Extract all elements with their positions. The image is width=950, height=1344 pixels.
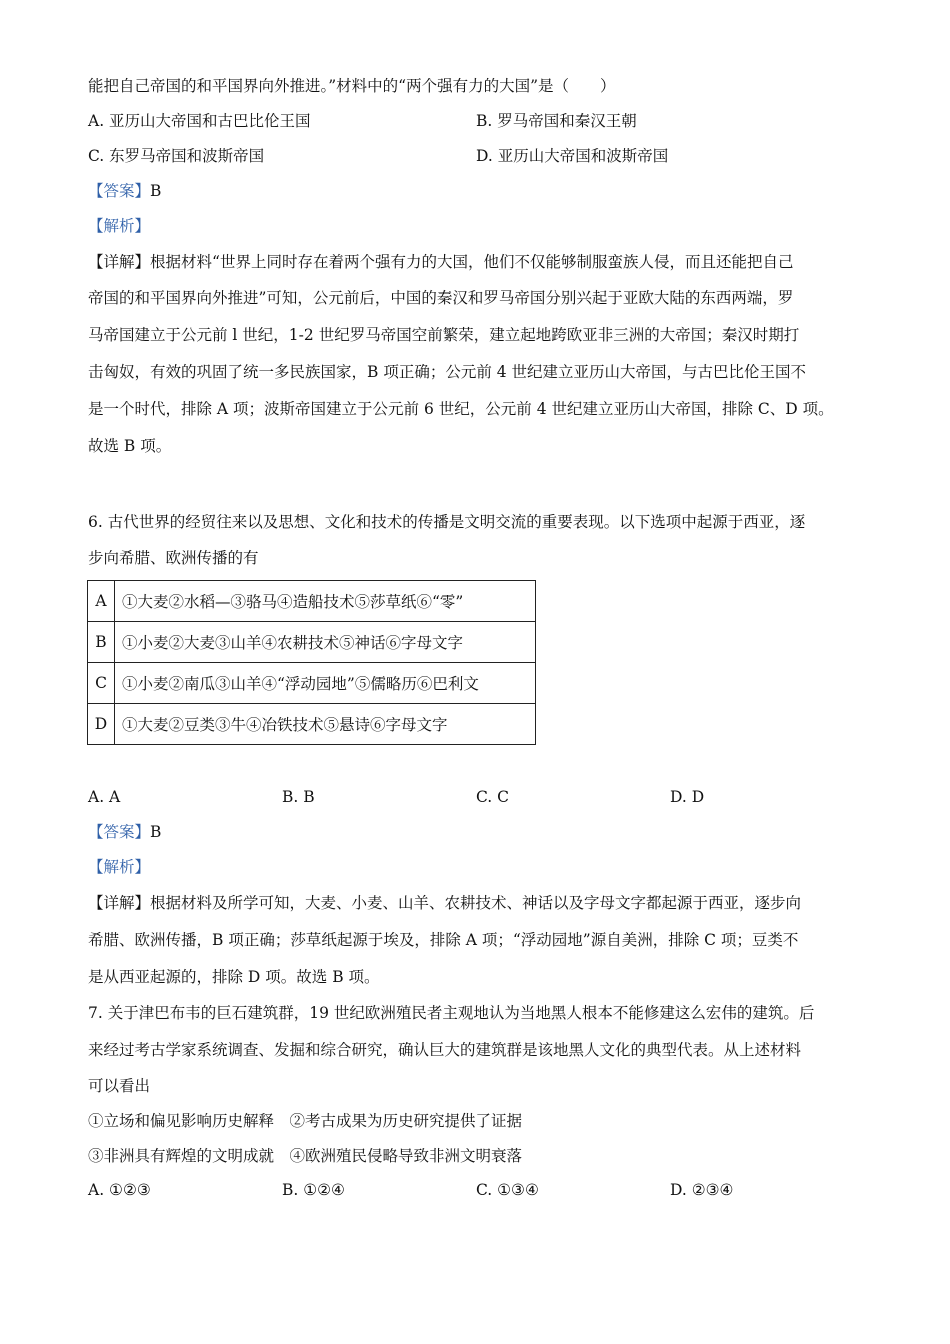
q6-option-c: C. C (476, 788, 510, 806)
q6-stem-line-2: 步向希腊、欧洲传播的有 (88, 549, 259, 567)
q6-stem-line-1: 6. 古代世界的经贸往来以及思想、文化和技术的传播是文明交流的重要表现。以下选项中起源于西亚，逐 (88, 513, 806, 531)
answer-value: B (150, 823, 162, 841)
q5-detail-line-5: 是一个时代，排除 A 项；波斯帝国建立于公元前 6 世纪，公元前 4 世纪建立亚历山大帝国，排除 C、D 项。 (88, 400, 834, 418)
q6-answer (88, 822, 161, 842)
q5-option-b: B. 罗马帝国和秦汉王朝 (476, 112, 637, 130)
table-row (88, 663, 536, 704)
q7-statement-2: ③非洲具有辉煌的文明成就 ④欧洲殖民侵略导致非洲文明衰落 (88, 1147, 523, 1165)
answer-label: 【答案】 (88, 823, 151, 841)
table-key: D (88, 704, 115, 745)
q6-option-b: B. B (282, 788, 315, 806)
q5-detail-line-1 (88, 252, 793, 272)
q6-detail-line-1 (88, 893, 801, 913)
table-value: ①大麦②豆类③牛④冶铁技术⑤悬诗⑥字母文字 (115, 704, 536, 745)
q5-analysis-label: 【解析】 (88, 217, 151, 235)
table-row (88, 581, 536, 622)
q6-option-d: D. D (670, 788, 705, 806)
table-row (88, 622, 536, 663)
q6-detail-line-3: 是从西亚起源的，排除 D 项。故选 B 项。 (88, 968, 380, 986)
table-row (88, 704, 536, 745)
table-value: ①小麦②南瓜③山羊④“浮动园地”⑤儒略历⑥巴利文 (115, 663, 536, 704)
answer-value: B (150, 182, 162, 200)
detail-label: 【详解】 (88, 253, 151, 271)
q5-detail-line-2: 帝国的和平国界向外推进”可知，公元前后，中国的秦汉和罗马帝国分别兴起于亚欧大陆的东西两端，罗 (88, 289, 794, 307)
q5-detail-line-3: 马帝国建立于公元前 l 世纪，1-2 世纪罗马帝国空前繁荣，建立起地跨欧亚非三洲的大帝国；秦汉时期打 (88, 326, 800, 344)
q7-option-c: C. ①③④ (476, 1181, 539, 1199)
table-value: ①小麦②大麦③山羊④农耕技术⑤神话⑥字母文字 (115, 622, 536, 663)
q7-stem-line-2: 来经过考古学家系统调查、发掘和综合研究，确认巨大的建筑群是该地黑人文化的典型代表。从上述材料 (88, 1041, 802, 1059)
q7-statement-1: ①立场和偏见影响历史解释 ②考古成果为历史研究提供了证据 (88, 1112, 523, 1130)
q6-analysis-label: 【解析】 (88, 858, 151, 876)
q6-option-a: A. A (88, 788, 121, 806)
answer-label: 【答案】 (88, 182, 151, 200)
q5-option-d: D. 亚历山大帝国和波斯帝国 (476, 147, 669, 165)
q6-options-table (87, 580, 536, 745)
detail-text: 根据材料“世界上同时存在着两个强有力的大国，他们不仅能够制服蛮族人侵，而且还能把自己 (150, 253, 794, 271)
q7-option-a: A. ①②③ (88, 1181, 151, 1199)
q5-detail-line-6: 故选 B 项。 (88, 437, 172, 455)
q5-stem-tail: 能把自己帝国的和平国界向外推进。”材料中的“两个强有力的大国”是（ ） (88, 77, 616, 95)
table-key: C (88, 663, 115, 704)
table-key: B (88, 622, 115, 663)
table-key: A (88, 581, 115, 622)
q7-stem-line-1: 7. 关于津巴布韦的巨石建筑群，19 世纪欧洲殖民者主观地认为当地黑人根本不能修建这么宏伟的建筑。后 (88, 1004, 815, 1022)
q5-option-a: A. 亚历山大帝国和古巴比伦王国 (88, 112, 311, 130)
q7-option-b: B. ①②④ (282, 1181, 345, 1199)
detail-text: 根据材料及所学可知，大麦、小麦、山羊、农耕技术、神话以及字母文字都起源于西亚，逐步向 (150, 894, 802, 912)
q6-detail-line-2: 希腊、欧洲传播，B 项正确；莎草纸起源于埃及，排除 A 项；“浮动园地”源自美洲，排除 C 项；豆类不 (88, 931, 799, 949)
detail-label: 【详解】 (88, 894, 151, 912)
q7-stem-line-3: 可以看出 (88, 1077, 151, 1095)
q5-answer (88, 181, 161, 201)
table-value: ①大麦②水稻—③骆马④造船技术⑤莎草纸⑥“零” (115, 581, 536, 622)
q7-option-d: D. ②③④ (670, 1181, 734, 1199)
q5-detail-line-4: 击匈奴，有效的巩固了统一多民族国家，B 项正确；公元前 4 世纪建立亚历山大帝国，与古巴比伦王国不 (88, 363, 807, 381)
q5-option-c: C. 东罗马帝国和波斯帝国 (88, 147, 265, 165)
